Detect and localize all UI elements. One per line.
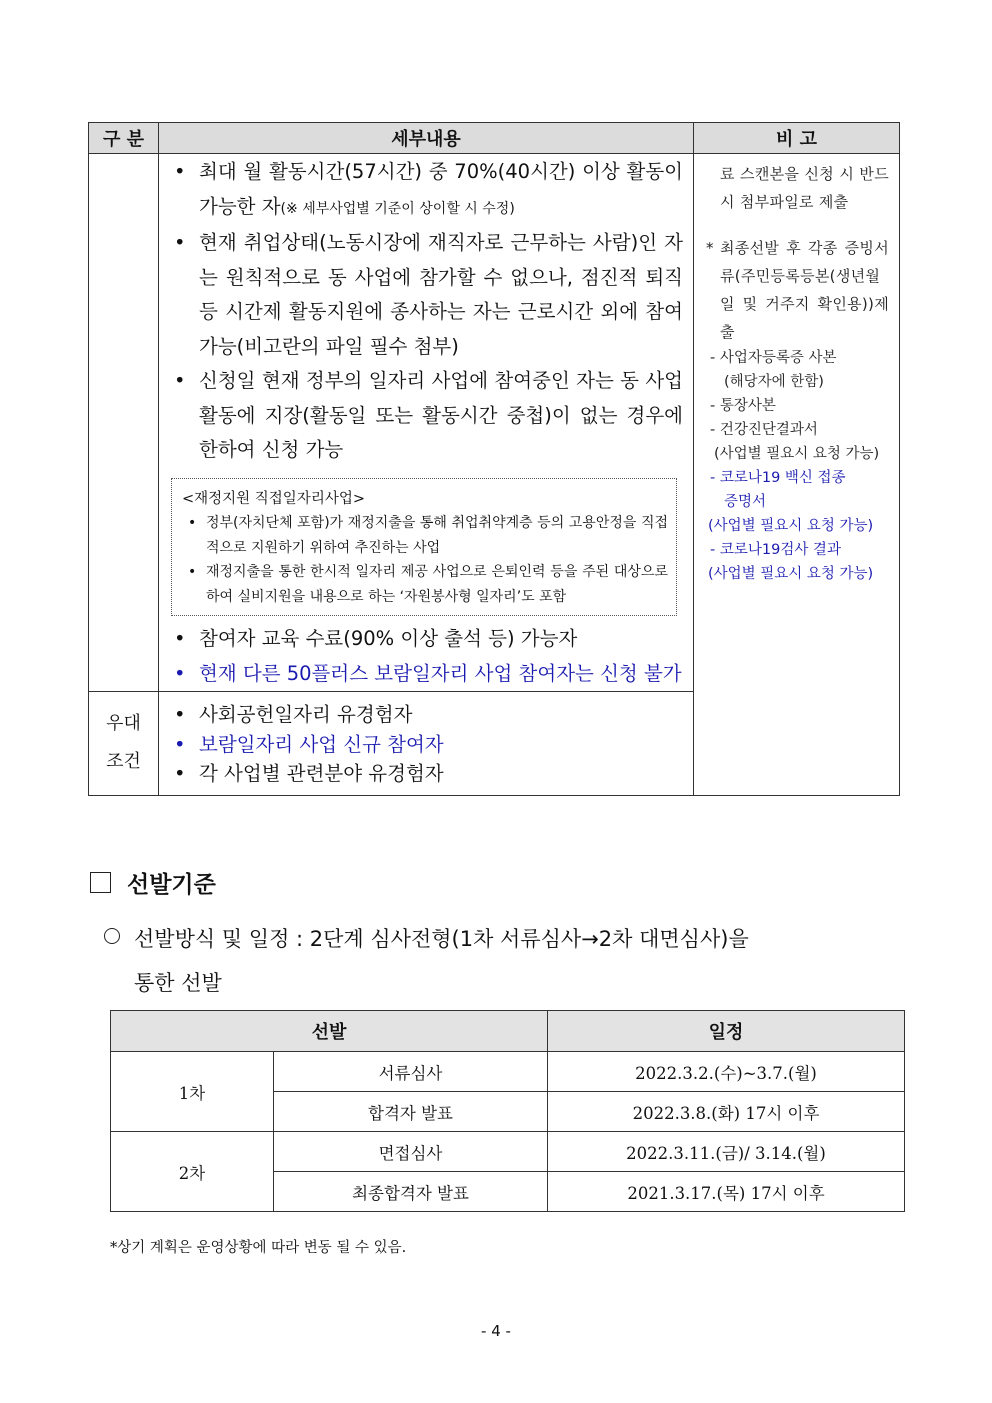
info-box	[171, 478, 677, 617]
list-item: • 참여자 교육 수료(90% 이상 출석 등) 가능자	[171, 622, 683, 657]
category-cell-empty	[89, 154, 159, 692]
remarks-item: - 건강진단결과서	[710, 422, 818, 438]
table-row	[111, 1132, 905, 1172]
eligibility-table	[88, 122, 900, 796]
list-item: • 사회공헌일자리 유경험자	[171, 700, 683, 730]
list-item: • 현재 취업상태(노동시장에 재직자로 근무하는 사람)인 자는 원칙적으로 동 사업에 참가할 수 없으나, 점진적 퇴직 등 시간제 활동지원에 종사하는 자는 근로시간 외에 참여 가능(비고란의 파일 필수 첨부)	[171, 226, 683, 364]
info-box-title: <재정지원 직접일자리사업>	[182, 490, 365, 507]
footnote: *상기 계획은 운영상황에 따라 변동 될 수 있음.	[110, 1240, 407, 1256]
remarks-item: (사업별 필요시 요청 가능)	[714, 446, 880, 462]
header-category: 구 분	[89, 123, 159, 154]
method-line-1: 선발방식 및 일정 : 2단계 심사전형(1차 서류심사→2차 대면심사)을	[134, 927, 749, 951]
circle-bullet-icon	[104, 928, 120, 944]
schedule-table	[110, 1010, 905, 1212]
bullet-note: (※ 세부사업별 기준이 상이할 시 수정)	[280, 200, 515, 217]
selection-method	[104, 917, 910, 1005]
section-title: 선발기준	[127, 872, 216, 898]
table-row-eligibility	[89, 154, 900, 692]
stage-cell: 2차	[111, 1132, 274, 1212]
list-item: • 신청일 현재 정부의 일자리 사업에 참여중인 자는 동 사업 활동에 지장(활동일 또는 활동시간 중첩)이 없는 경우에 한하여 신청 가능	[171, 364, 683, 468]
table-header-row	[89, 123, 900, 154]
info-box-item: • 정부(자치단체 포함)가 재정지출을 통해 취업취약계층 등의 고용안정을 직접적으로 지원하기 위하여 추진하는 사업	[182, 511, 668, 560]
list-item	[171, 155, 683, 226]
details-cell	[159, 154, 694, 692]
stage-cell: 1차	[111, 1052, 274, 1132]
step-cell: 면접심사	[274, 1132, 548, 1172]
preference-details-cell	[159, 692, 694, 796]
table-row	[111, 1052, 905, 1092]
step-cell: 합격자 발표	[274, 1092, 548, 1132]
remarks-item: 증명서	[724, 494, 767, 510]
date-cell: 2022.3.8.(화) 17시 이후	[548, 1092, 905, 1132]
method-line-2: 통한 선발	[134, 971, 222, 995]
step-cell: 서류심사	[274, 1052, 548, 1092]
list-item-highlight: • 현재 다른 50플러스 보람일자리 사업 참여자는 신청 불가	[171, 657, 683, 692]
checkbox-square-icon	[90, 872, 111, 893]
remarks-item: - 코로나19 백신 접종	[710, 470, 846, 486]
date-cell: 2022.3.11.(금)/ 3.14.(월)	[548, 1132, 905, 1172]
remarks-continued: 료 스캔본을 신청 시 반드시 첨부파일로 제출	[720, 165, 889, 211]
remarks-item: - 통장사본	[710, 398, 776, 414]
header-details: 세부내용	[159, 123, 694, 154]
schedule-header-row	[111, 1011, 905, 1052]
remarks-cell	[694, 154, 900, 796]
date-cell: 2021.3.17.(목) 17시 이후	[548, 1172, 905, 1212]
list-item-highlight: • 보람일자리 사업 신규 참여자	[171, 730, 683, 760]
preference-label-1: 우대	[106, 713, 141, 735]
step-cell: 최종합격자 발표	[274, 1172, 548, 1212]
preference-label-cell	[89, 692, 159, 796]
remarks-star-note: * 최종선발 후 각종 증빙서류(주민등록등본(생년월일 및 거주지 확인용))제출	[706, 234, 889, 346]
date-cell: 2022.3.2.(수)~3.7.(월)	[548, 1052, 905, 1092]
header-remarks: 비 고	[694, 123, 900, 154]
remarks-item: - 코로나19검사 결과	[710, 542, 841, 558]
remarks-item: (해당자에 한함)	[724, 374, 824, 390]
remarks-item: - 사업자등록증 사본	[710, 350, 837, 366]
remarks-item: (사업별 필요시 요청 가능)	[708, 518, 874, 534]
info-box-item: • 재정지출을 통한 한시적 일자리 제공 사업으로 은퇴인력 등을 주된 대상으로 하여 실비지원을 내용으로 하는 ‘자원봉사형 일자리’도 포함	[182, 560, 668, 609]
preference-label-2: 조건	[106, 751, 141, 773]
page-number: - 4 -	[481, 1322, 511, 1340]
list-item: • 각 사업별 관련분야 유경험자	[171, 759, 683, 789]
schedule-header-stage: 선발	[111, 1011, 548, 1052]
remarks-item: (사업별 필요시 요청 가능)	[708, 566, 874, 582]
bullet-text: 최대 월 활동시간(57시간) 중 70%(40시간) 이상 활동이 가능한 자	[199, 160, 683, 218]
section-heading	[90, 866, 216, 899]
schedule-header-date: 일정	[548, 1011, 905, 1052]
